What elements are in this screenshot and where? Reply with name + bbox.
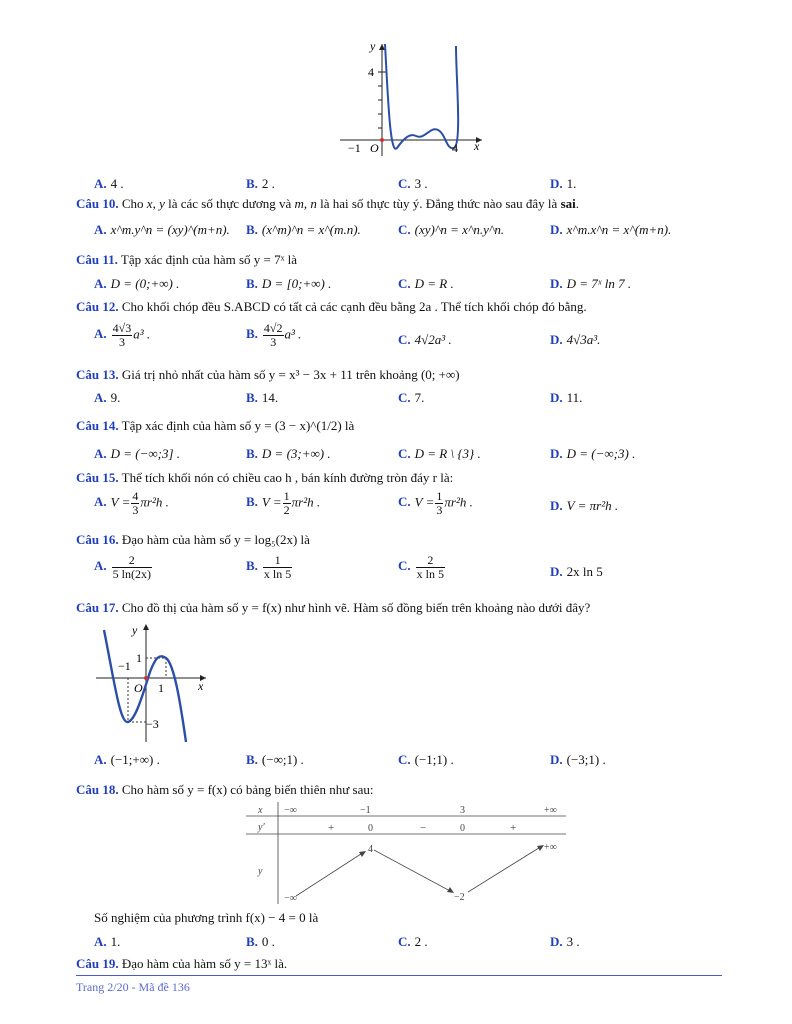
option-c[interactable]: C. 3 . xyxy=(398,176,428,191)
option-d[interactable]: D. 1. xyxy=(550,176,577,191)
option-c[interactable]: C. (xy)^n = x^n.y^n. xyxy=(398,222,505,237)
sign: − xyxy=(420,822,427,834)
origin-point xyxy=(380,138,384,142)
curve xyxy=(104,630,186,742)
y-val: 4 xyxy=(368,844,373,855)
option-d[interactable]: D. 3 . xyxy=(550,934,580,949)
question-number: Câu 10. xyxy=(76,196,119,211)
option-c[interactable]: C. 2 . xyxy=(398,934,428,949)
y-val: −2 xyxy=(454,892,465,903)
option-d[interactable]: D. D = (−∞;3) . xyxy=(550,446,636,461)
option-d[interactable]: D. D = 7ˣ ln 7 . xyxy=(550,276,632,291)
option-a[interactable]: A. D = (0;+∞) . xyxy=(94,276,180,291)
question-18: Câu 18. Cho hàm số y = f(x) có bảng biến thiên như sau: xyxy=(76,782,374,797)
option-b[interactable]: B. 14. xyxy=(246,390,279,405)
option-c[interactable]: C. V = $\frac{1}{3}$ πr²h . xyxy=(398,489,473,517)
neg-one-label: −1 xyxy=(118,659,131,673)
option-d[interactable]: D. 11. xyxy=(550,390,583,405)
q11-options xyxy=(76,276,716,296)
option-a[interactable]: A. D = (−∞;3] . xyxy=(94,446,181,461)
x-header: x xyxy=(258,805,263,816)
option-d[interactable]: D. x^m.x^n = x^(m+n). xyxy=(550,222,672,237)
yprime-header: y′ xyxy=(258,822,265,833)
option-b[interactable]: B. D = (3;+∞) . xyxy=(246,446,331,461)
question-13: Câu 13. Giá trị nhỏ nhất của hàm số y = x³ − 3x + 11 trên khoảng (0; +∞) xyxy=(76,367,460,382)
q15-options xyxy=(76,490,716,526)
x-val: 3 xyxy=(460,805,465,816)
y-tick-label: 4 xyxy=(368,65,374,79)
option-b[interactable]: B. (x^m)^n = x^(m.n). xyxy=(246,222,361,237)
q9-options xyxy=(76,176,716,196)
q17-options xyxy=(76,752,716,772)
question-12: Câu 12. Cho khối chóp đều S.ABCD có tất cả các cạnh đều bằng 2a . Thể tích khối chóp đó bằng. xyxy=(76,299,587,314)
x-label: x xyxy=(198,679,204,693)
option-c[interactable]: C. (−1;1) . xyxy=(398,752,454,767)
y-one-label: 1 xyxy=(136,651,142,665)
x-val: +∞ xyxy=(544,805,557,816)
q13-options xyxy=(76,390,716,410)
option-c[interactable]: C. $\frac{2}{\text{x ln 5}}$ xyxy=(398,553,444,581)
sign: 0 xyxy=(368,823,373,834)
page-footer: Trang 2/20 - Mã đề 136 xyxy=(76,980,190,994)
cubic-graph xyxy=(88,620,212,744)
q18-subquestion: Số nghiệm của phương trình f(x) − 4 = 0 là xyxy=(94,910,319,925)
q18-options xyxy=(76,934,716,954)
option-c[interactable]: C. D = R . xyxy=(398,276,454,291)
variation-table xyxy=(244,800,570,906)
y-val: −∞ xyxy=(284,893,297,904)
question-17: Câu 17. Cho đồ thị của hàm số y = f(x) như hình vẽ. Hàm số đồng biến trên khoảng nào dưới đây? xyxy=(76,600,591,615)
question-19: Câu 19. Đạo hàm của hàm số y = 13ˣ là. xyxy=(76,956,288,971)
option-a[interactable]: A. x^m.y^n = (xy)^(m+n). xyxy=(94,222,230,237)
option-c[interactable]: C. D = R \ {3} . xyxy=(398,446,481,461)
neg-three-label: −3 xyxy=(146,717,159,731)
q12-options xyxy=(76,322,716,358)
q16-options xyxy=(76,554,716,590)
question-14: Câu 14. Tập xác định của hàm số y = (3 − x)^(1/2) là xyxy=(76,418,355,433)
y-label: y xyxy=(132,623,138,637)
option-a[interactable]: A. 4 . xyxy=(94,176,124,191)
x-val: −1 xyxy=(360,805,371,816)
q10-options xyxy=(76,222,716,242)
option-c[interactable]: C. 7. xyxy=(398,390,425,405)
option-a[interactable]: A. 9. xyxy=(94,390,121,405)
option-a[interactable]: A. 1. xyxy=(94,934,121,949)
option-b[interactable]: B. D = [0;+∞) . xyxy=(246,276,332,291)
arrow-up xyxy=(468,846,542,892)
option-d[interactable]: D. 2x ln 5 xyxy=(550,564,603,579)
footer-divider xyxy=(76,975,722,976)
option-a[interactable]: A. V = $\frac{4}{3}$ πr²h . xyxy=(94,489,169,517)
origin-label: O xyxy=(134,681,143,695)
x-neg-label: −1 xyxy=(348,141,361,155)
question-10: Câu 10. Cho x, y là các số thực dương và m, n là hai số thực tùy ý. Đẳng thức nào sau đây là sai. xyxy=(76,196,579,211)
y-header: y xyxy=(258,866,263,877)
quartic-graph xyxy=(330,38,490,160)
option-b[interactable]: B. $\frac{1}{\text{x ln 5}}$ xyxy=(246,553,292,581)
arrow-down xyxy=(374,850,452,892)
option-b[interactable]: B. (−∞;1) . xyxy=(246,752,304,767)
origin-label: O xyxy=(370,141,379,155)
option-b[interactable]: B. 0 . xyxy=(246,934,275,949)
option-b[interactable]: B. V = $\frac{1}{2}$ πr²h . xyxy=(246,489,321,517)
option-b[interactable]: B. 2 . xyxy=(246,176,275,191)
sign: 0 xyxy=(460,823,465,834)
x-one-label: 1 xyxy=(158,681,164,695)
option-d[interactable]: D. 4√3a³. xyxy=(550,332,601,347)
option-a[interactable]: A. $\frac{4√3}{3}$ a³ . xyxy=(94,321,151,349)
y-val: +∞ xyxy=(544,842,557,853)
arrow-up xyxy=(296,852,364,896)
q14-options xyxy=(76,446,716,466)
sign: + xyxy=(328,822,335,834)
option-c[interactable]: C. 4√2a³ . xyxy=(398,332,452,347)
option-d[interactable]: D. V = πr²h . xyxy=(550,498,619,513)
option-a[interactable]: A. $\frac{2}{5 \ln(2x)}$ xyxy=(94,553,151,581)
option-a[interactable]: A. (−1;+∞) . xyxy=(94,752,160,767)
option-d[interactable]: D. (−3;1) . xyxy=(550,752,606,767)
y-label: y xyxy=(370,39,376,53)
sign: + xyxy=(510,822,517,834)
option-b[interactable]: B. $\frac{4√2}{3}$ a³ . xyxy=(246,321,302,349)
x-label: x xyxy=(474,139,480,153)
x-val: −∞ xyxy=(284,805,297,816)
x-tick-label: 4 xyxy=(452,141,458,155)
question-16: Câu 16. Đạo hàm của hàm số y = log₅(2x) là xyxy=(76,532,310,547)
question-15: Câu 15. Thể tích khối nón có chiều cao h , bán kính đường tròn đáy r là: xyxy=(76,470,454,485)
question-11: Câu 11. Tập xác định của hàm số y = 7ˣ là xyxy=(76,252,297,267)
curve xyxy=(385,44,458,149)
